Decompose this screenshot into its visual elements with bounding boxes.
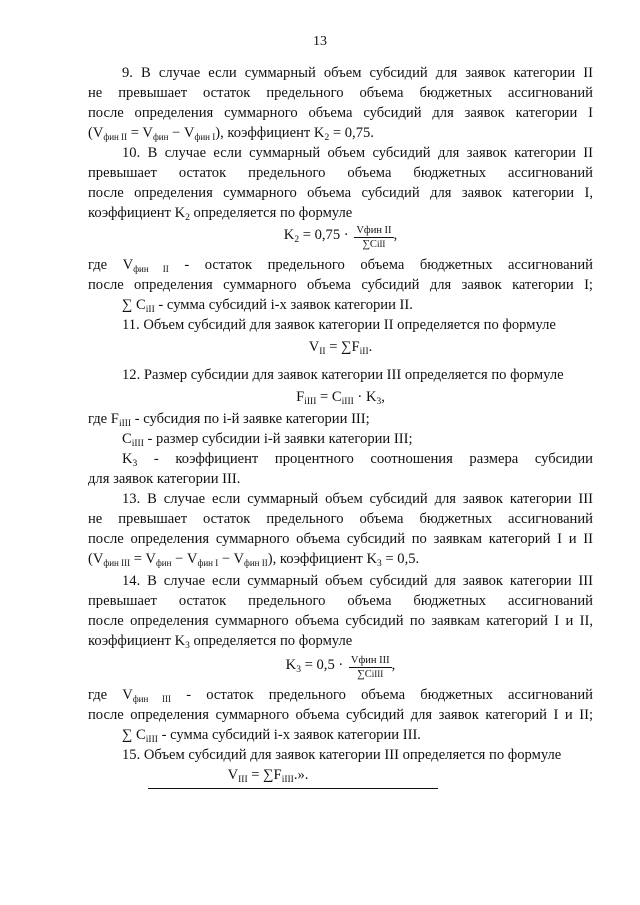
p10-line-4: коэффициент $K_2$ определяется по формуле	[88, 205, 353, 223]
p12-where-1: где $F_{iIII}$ - субсидия по i-й заявке категории III;	[88, 411, 370, 429]
p11-line-1: 11. Объем субсидий для заявок категории II определяется по формуле	[122, 317, 556, 333]
p9-formula-line: $(V_{фин II} = V_{фин} - V_{фин I})$, коэффициент $K_2 = 0,75$.	[88, 125, 374, 143]
p14-line-3: после определения суммарного объема субсидий по заявкам категорий I и II,	[88, 613, 593, 629]
where2-line-3: ∑ $C_{iIII}$ - сумма субсидий i-х заявок категории III.	[122, 727, 421, 745]
p13-line-1: 13. В случае если суммарный объем субсидий для заявок категории III	[122, 491, 593, 507]
p9-line-2: не превышает остаток предельного объема бюджетных ассигнований	[88, 85, 593, 101]
p10-line-1: 10. В случае если суммарный объем субсидий для заявок категории II	[122, 145, 593, 161]
where2-line-1: где $V_{фин III}$ - остаток предельного объема бюджетных ассигнований	[88, 687, 593, 704]
p15-line-1: 15. Объем субсидий для заявок категории III определяется по формуле	[122, 747, 562, 763]
p14-formula: $K_3 = 0,5$ · $\frac{\text{Vфин III}}{\text{∑CiIII}}$ ,	[285, 655, 396, 680]
p10-line-2: превышает остаток предельного объема бюджетных ассигнований	[88, 165, 593, 181]
p10-line-3: после определения суммарного объема субсидий для заявок категории I,	[88, 185, 593, 201]
p10-formula: $K_2 = 0,75$ · $\frac{\text{Vфин II}}{\text{∑CiII}}$ ,	[283, 225, 398, 250]
p9-line-1: 9. В случае если суммарный объем субсидий для заявок категории II	[122, 65, 593, 81]
p12-formula: $F_{iIII} = C_{iIII} \cdot K_3$,	[296, 389, 385, 407]
p14-line-1: 14. В случае если суммарный объем субсидий для заявок категории III	[122, 573, 593, 589]
where2-line-2: после определения суммарного объема субсидий для заявок категорий I и II;	[88, 707, 593, 723]
p13-line-3: после определения суммарного объема субсидий по заявкам категорий I и II	[88, 531, 593, 547]
p15-formula: $V_{III} = \sum F_{iIII}$.».	[227, 767, 309, 785]
end-rule	[148, 788, 438, 789]
where1-line-2: после определения суммарного объема субсидий для заявок категории I;	[88, 277, 593, 293]
p12-where-3: $K_3$ - коэффициент процентного соотношения размера субсидии	[122, 451, 593, 469]
p12-where-2: $C_{iIII}$ - размер субсидии i-й заявки категории III;	[122, 431, 413, 449]
p14-line-4: коэффициент $K_3$ определяется по формуле	[88, 633, 353, 651]
p12-line-1: 12. Размер субсидии для заявок категории III определяется по формуле	[122, 367, 564, 383]
where1-line-3: ∑ $C_{iII}$ - сумма субсидий i-х заявок категории II.	[122, 297, 413, 315]
where1-line-1: где $V_{фин II}$ - остаток предельного объема бюджетных ассигнований	[88, 257, 593, 274]
p14-fraction: $\frac{\text{Vфин III}}{\text{∑CiIII}}$	[350, 655, 390, 680]
p13-formula-line: $(V_{фин III} = V_{фин} - V_{фин I} - V_{фин II})$, коэффициент $K_3 = 0,5$.	[88, 551, 420, 569]
p9-line-3: после определения суммарного объема субсидий для заявок категории I	[88, 105, 593, 121]
p13-line-2: не превышает остаток предельного объема бюджетных ассигнований	[88, 511, 593, 527]
p12-where-4: для заявок категории III.	[88, 471, 241, 487]
page-number: 13	[313, 34, 327, 49]
p11-formula: $V_{II} = \sum F_{iII}$.	[308, 339, 373, 357]
p10-fraction: $\frac{\text{Vфин II}}{\text{∑CiII}}$	[356, 225, 392, 250]
p14-line-2: превышает остаток предельного объема бюджетных ассигнований	[88, 593, 593, 609]
